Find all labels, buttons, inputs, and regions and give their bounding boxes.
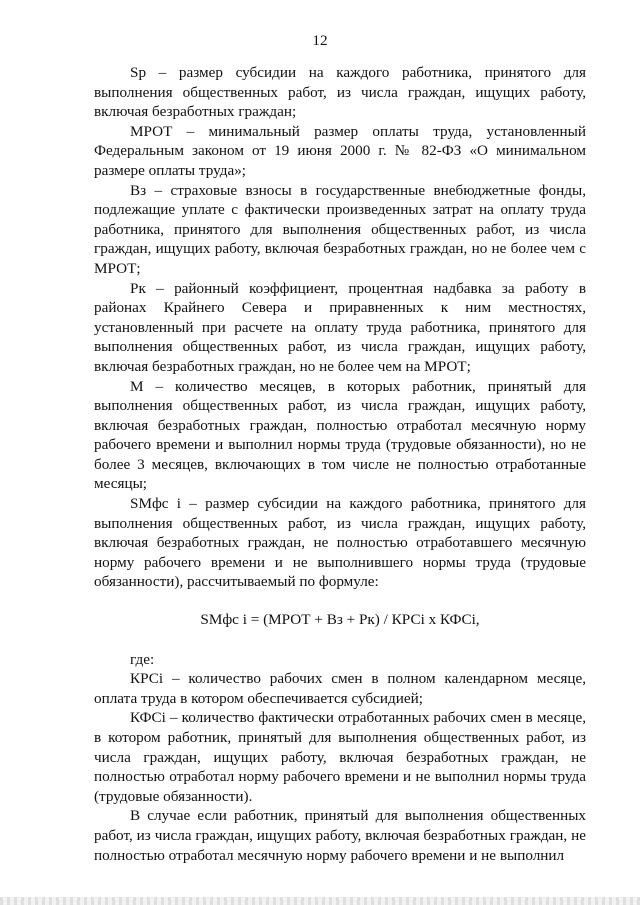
formula: SMфс i = (МРОТ + Вз + Рк) / КРСi х КФСi, [200, 611, 480, 629]
paragraph-kfsi-definition: КФСi – количество фактически отработанных рабочих смен в месяце, в котором работник, принятый для выполнения общественных работ, из числа граждан, ищущих работу, включая безработных граждан, не полностью отработал норму рабочего времени и не выполнил нормы труда (трудовые обязанности). [94, 709, 586, 805]
paragraph-krsi-definition: КРСi – количество рабочих смен в полном календарном месяце, оплата труда в котором обеспечивается субсидией; [94, 670, 586, 707]
paragraph-rk-definition: Рк – районный коэффициент, процентная надбавка за работу в районах Крайнего Севера и приравненных к ним местностях, установленный при расчете на оплату труда работника, принятого для выполнения общественных работ, из числа граждан, ищущих работу, включая безработных граждан, но не более чем на МРОТ; [94, 279, 586, 375]
paragraph-sp-definition: Sp – размер субсидии на каждого работника, принятого для выполнения общественных работ, из числа граждан, ищущих работу, включая безработных граждан; [94, 64, 586, 121]
scan-bottom-edge [0, 897, 640, 905]
paragraph-vz-definition: Вз – страховые взносы в государственные внебюджетные фонды, подлежащие уплате с фактически произведенных затрат на оплату труда работника, принятого для выполнения общественных работ, из числа граждан, ищущих работу, включая безработных граждан, но не более чем с МРОТ; [94, 181, 586, 277]
paragraph-smfs-definition: SMфс i – размер субсидии на каждого работника, принятого для выполнения общественных работ, из числа граждан, ищущих работу, включая безработных граждан, не полностью отработавшего месячную норму рабочего времени и не выполнившего нормы труда (трудовые обязанности), рассчитываемый по формуле: [94, 495, 586, 591]
paragraph-mrot-definition: МРОТ – минимальный размер оплаты труда, установленный Федеральным законом от 19 июня 2000 г. № 82-ФЗ «О минимальном размере оплаты труда»; [94, 122, 586, 179]
paragraph-case-not-completed: В случае если работник, принятый для выполнения общественных работ, из числа граждан, ищущих работу, включая безработных граждан, не полностью отработал месячную норму рабочего времени и не выполнил [94, 807, 586, 864]
where-label: где: [130, 650, 155, 668]
page-number: 12 [312, 32, 328, 49]
paragraph-m-definition: М – количество месяцев, в которых работник, принятый для выполнения общественных работ, из числа граждан, ищущих работу, включая безработных граждан, полностью отработал месячную норму рабочего времени и выполнил нормы труда (трудовые обязанности), но не более 3 месяцев, включающих в том числе не полностью отработанные месяцы; [94, 377, 586, 493]
document-body [94, 63, 586, 865]
